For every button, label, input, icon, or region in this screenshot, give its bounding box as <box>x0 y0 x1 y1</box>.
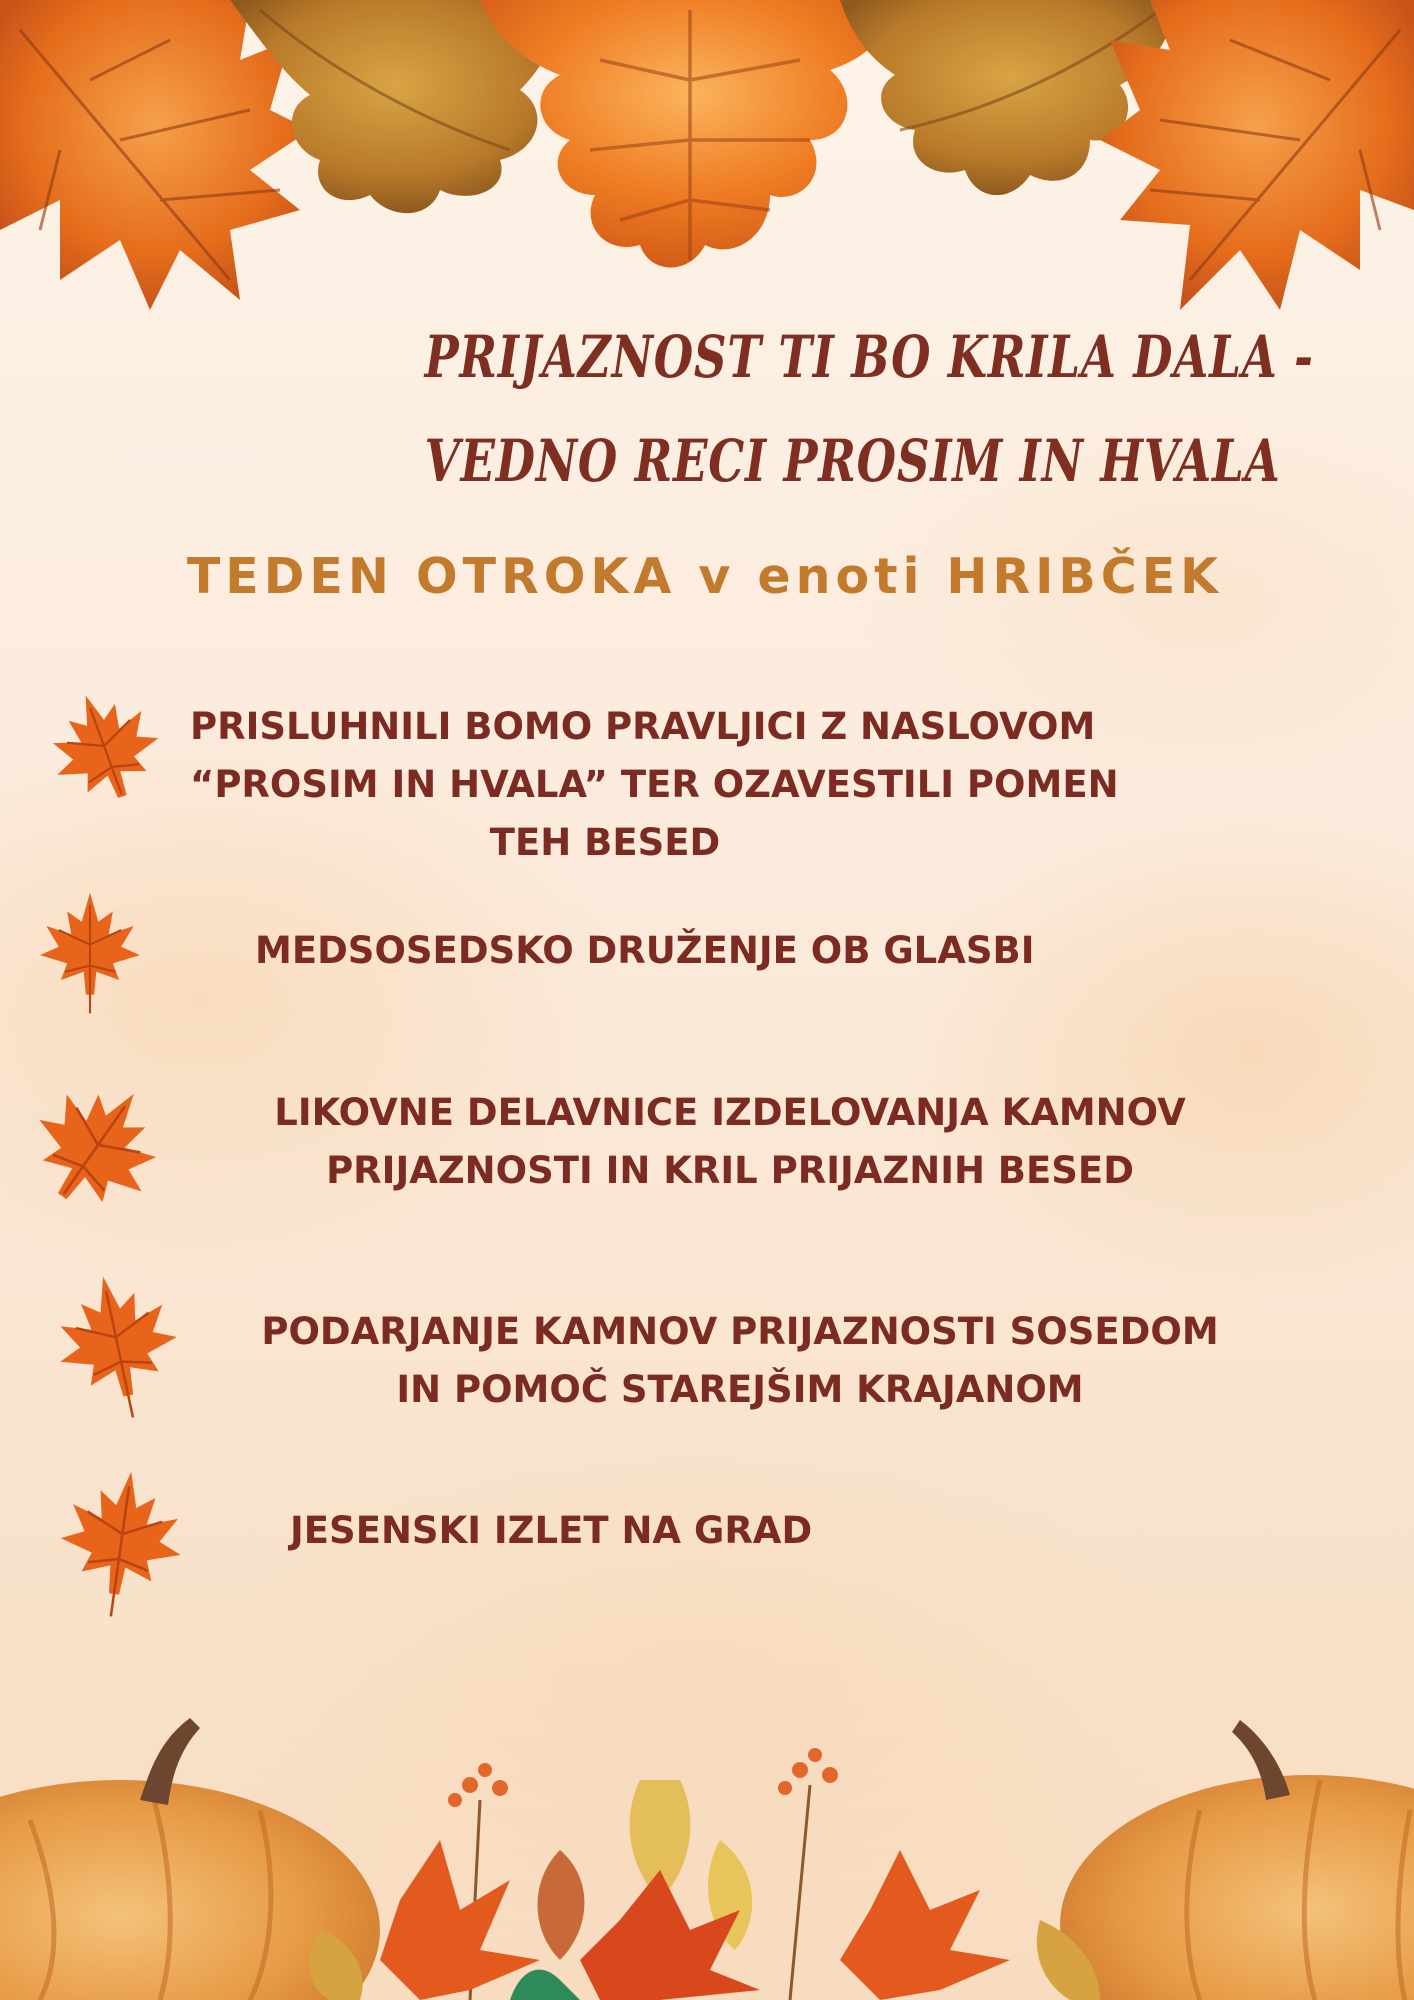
activity-item <box>230 922 1175 980</box>
poster-title <box>424 305 1314 513</box>
maple-leaf-icon <box>58 1468 184 1620</box>
maple-leaf-icon <box>56 1272 180 1422</box>
activity-line: PRISLUHNILI BOMO PRAVLJICI Z NASLOVOM <box>190 705 1096 748</box>
activity-line: LIKOVNE DELAVNICE IZDELOVANJA KAMNOV <box>274 1091 1186 1134</box>
activity-item <box>190 698 1119 872</box>
poster-title-line2: VEDNO RECI PROSIM IN HVALA <box>424 427 1281 495</box>
activity-line: JESENSKI IZLET NA GRAD <box>290 1509 813 1552</box>
activity-line: MEDSOSEDSKO DRUŽENJE OB GLASBI <box>255 929 1035 972</box>
activity-line: PODARJANJE KAMNOV PRIJAZNOSTI SOSEDOM <box>261 1310 1219 1353</box>
activity-line: TEH BESED <box>489 821 721 864</box>
autumn-leaves-top-border <box>0 0 1414 320</box>
poster-title-line1: PRIJAZNOST TI BO KRILA DALA - <box>424 323 1314 391</box>
maple-leaf-icon <box>48 690 160 802</box>
foliage-cluster <box>309 1748 1100 2000</box>
activity-line: PRIJAZNOSTI IN KRIL PRIJAZNIH BESED <box>326 1149 1134 1192</box>
poster-subtitle: TEDEN OTROKA v enoti HRIBČEK <box>186 548 1224 605</box>
activity-item <box>290 1502 990 1560</box>
autumn-foliage-bottom-border <box>0 1700 1414 2000</box>
maple-leaf-icon <box>38 890 142 1016</box>
maple-leaf-icon <box>28 1080 168 1210</box>
activity-line: IN POMOČ STAREJŠIM KRAJANOM <box>396 1368 1084 1411</box>
activity-item <box>200 1084 1260 1200</box>
pumpkin-right <box>1060 1720 1414 2000</box>
activity-line: “PROSIM IN HVALA” TER OZAVESTILI POMEN <box>190 763 1119 806</box>
maple-leaf-top-left <box>0 0 310 310</box>
activity-item <box>190 1303 1290 1419</box>
